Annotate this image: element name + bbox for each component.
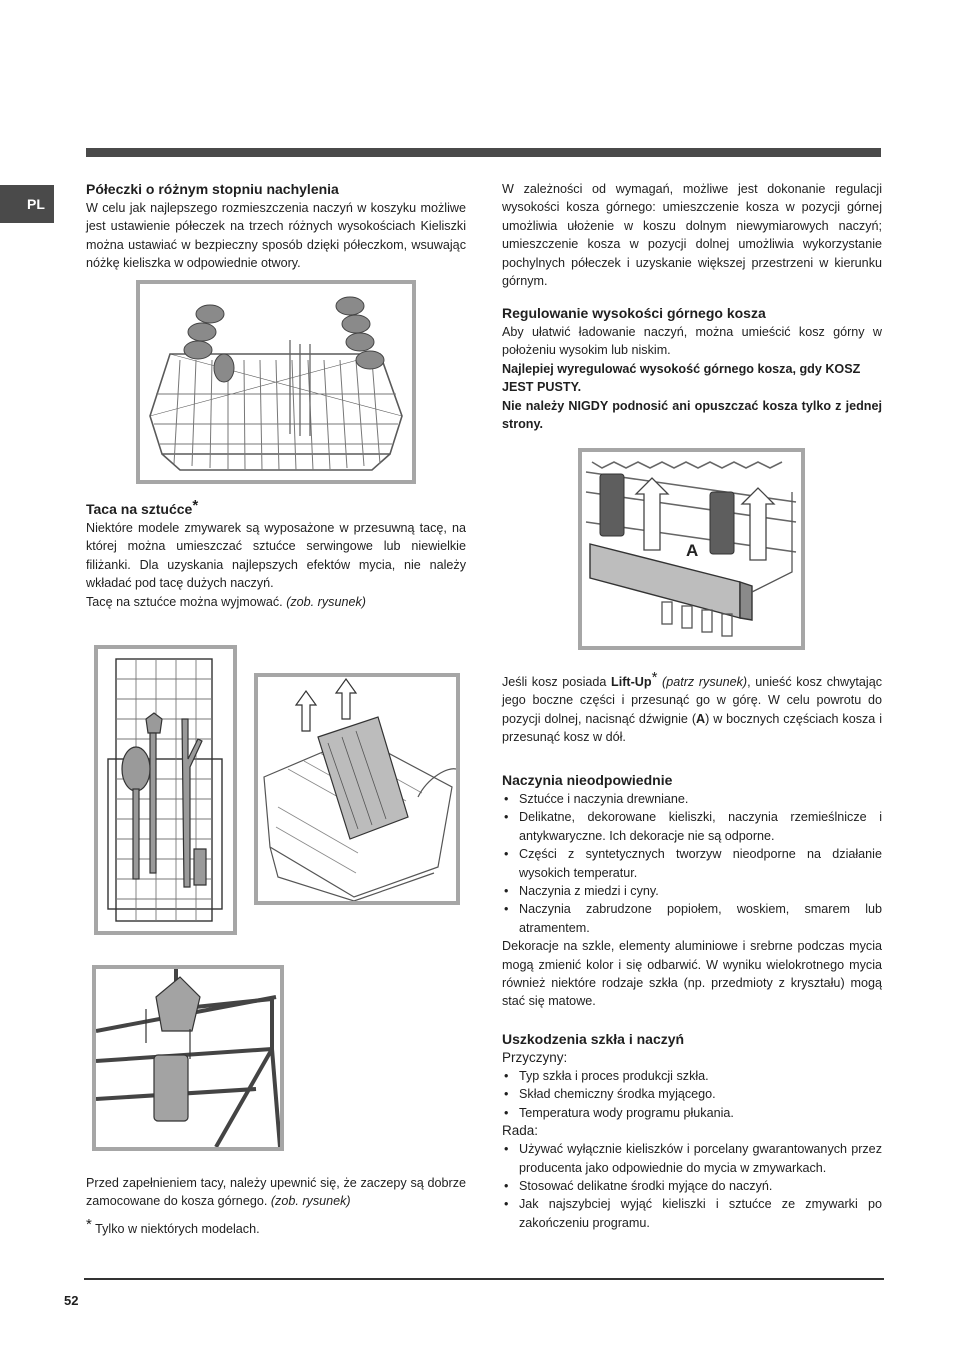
top-header-bar <box>86 148 881 157</box>
see-figure-note: (zob. rysunek) <box>286 594 366 609</box>
see-figure-note: (patrz rysunek) <box>662 675 748 689</box>
list-item: • Jak najszybciej wyjąć kieliszki i sztućce ze zmywarki po zakończeniu programu. <box>502 1195 882 1232</box>
list-item: • Używać wyłącznie kieliszków i porcelany gwarantowanych przez producenta jako odpowiednie do mycia w zmywarkach. <box>502 1140 882 1177</box>
figure-cutlery-tray <box>94 645 237 935</box>
section-text: Niektóre modele zmywarek są wyposażone w przesuwną tacę, na której można umieszczać sztućce serwingowe lub niewielkie filiżanki. Dla uzyskania najlepszych efektów mycia, nie należy wkładać pod tacę dużych naczyń. <box>86 521 466 591</box>
title-text: Taca na sztućce <box>86 501 193 517</box>
footnote-star: * <box>86 1216 92 1233</box>
section-text-2 <box>86 593 466 611</box>
footnote-star: * <box>192 497 199 514</box>
footnote-text: Tylko w niektórych modelach. <box>95 1222 260 1236</box>
advice-label: Rada: <box>502 1123 539 1139</box>
section-shelves <box>86 180 466 273</box>
section-damage <box>502 1030 882 1232</box>
page-number: 52 <box>64 1293 79 1308</box>
list-item: • Naczynia zabrudzone popiołem, woskiem, smarem lub atramentem. <box>502 900 882 937</box>
lift-up-name: Lift-Up <box>611 675 652 689</box>
section-title <box>86 497 466 519</box>
list-item: • Stosować delikatne środki myjące do naczyń. <box>502 1177 882 1195</box>
footnote <box>86 1216 466 1238</box>
section-title: Regulowanie wysokości górnego kosza <box>502 305 766 321</box>
footer-rule <box>84 1278 884 1280</box>
section-title: Półeczki o różnym stopniu nachylenia <box>86 181 339 197</box>
figure-lift-up <box>578 448 805 650</box>
section-height-adjust <box>502 304 882 433</box>
lift-up-text-2: , unieść kosz chwytając jego boczne części i przesunąć go w górę. W celu powrotu do pozycji dolnej, nacisnąć dźwignie ( <box>502 675 883 726</box>
list-item: • Sztućce i naczynia drewniane. <box>502 790 882 808</box>
warning-empty-basket: Najlepiej wyregulować wysokość górnego kosza, gdy KOSZ JEST PUSTY. <box>502 361 861 395</box>
clips-illustration <box>96 969 280 1147</box>
list-item: • Delikatne, dekorowane kieliszki, naczynia rzemieślnicze i antykwaryczne. Ich dekoracje nie są odporne. <box>502 808 882 845</box>
lift-up-text-1: Jeśli kosz posiada <box>502 675 607 689</box>
intro-text: W zależności od wymagań, możliwe jest dokonanie regulacji wysokości kosza górnego: umieszczenie kosza w pozycji górnej umożliwia ułożenie w koszu dolnym niewymiarowych naczyń; umieszczenie kosza w pozycji dolnej umożliwia wykorzystanie pochylnych półeczek i uzyskanie większej przestrzeni w kierunku górnym. <box>502 182 882 289</box>
section-tray <box>86 497 466 611</box>
lift-up-text <box>502 669 883 747</box>
lever-label: A <box>696 711 706 726</box>
list-item: • Części z syntetycznych tworzyw nieodporne na działanie wysokich temperatur. <box>502 845 882 882</box>
basket-illustration <box>140 284 412 480</box>
figure-tray-clips <box>92 965 284 1151</box>
section-text: Aby ułatwić ładowanie naczyń, można umieścić kosz górny w położeniu wysokim lub niskim. <box>502 325 882 358</box>
list-item: • Skład chemiczny środka myjącego. <box>502 1085 882 1103</box>
section-intro <box>502 180 882 290</box>
removable-text: Tacę na sztućce można wyjmować. <box>86 594 283 609</box>
footnote-star: * <box>651 669 658 686</box>
language-tab: PL <box>0 185 54 223</box>
lift-up-text-3: ) w bocznych częściach kosza i przesunąć kosz w dół. <box>502 711 882 745</box>
section-clips-note <box>86 1174 466 1211</box>
clips-main-text: Przed zapełnieniem tacy, należy upewnić się, że zaczepy są dobrze zamocowane do kosza górnego. <box>86 1176 466 1209</box>
section-text: Dekoracje na szkle, elementy aluminiowe i srebrne podczas mycia mogą zmienić kolor i się odbarwić. W wyniku wielokrotnego mycia również niektóre rodzaje szkła (np. przedmioty z kryształu) mogą stać się matowe. <box>502 939 882 1009</box>
causes-list <box>502 1067 882 1122</box>
section-title: Uszkodzenia szkła i naczyń <box>502 1031 685 1047</box>
section-lift-up <box>502 669 883 747</box>
causes-label: Przyczyny: <box>502 1050 568 1065</box>
section-title: Naczynia nieodpowiednie <box>502 772 673 788</box>
list-item: • Naczynia z miedzi i cyny. <box>502 882 882 900</box>
see-figure-note: (zob. rysunek) <box>270 1194 351 1209</box>
section-unsuitable <box>502 771 882 1011</box>
section-text: W celu jak najlepszego rozmieszczenia naczyń w koszyku możliwe jest ustawienie półeczek na trzech różnych wysokościach Kieliszki można ustawiać w bezpieczny sposób dzięki półeczkom, wsuwając nóżkę kieliszka w odpowiednie otwory. <box>86 201 466 271</box>
label-a: A <box>686 541 699 560</box>
advice-list <box>502 1140 882 1232</box>
figure-tray-removal <box>254 673 460 905</box>
warning-one-side: Nie należy NIGDY podnosić ani opuszczać kosza tylko z jednej strony. <box>502 398 882 432</box>
list-item: • Typ szkła i proces produkcji szkła. <box>502 1067 882 1085</box>
unsuitable-list <box>502 790 882 937</box>
cutlery-tray-illustration <box>98 649 233 931</box>
figure-shelves-basket <box>136 280 416 484</box>
tray-removal-illustration <box>258 677 456 901</box>
list-item: • Temperatura wody programu płukania. <box>502 1104 882 1122</box>
lift-up-illustration <box>582 452 801 646</box>
clips-text <box>86 1174 466 1211</box>
